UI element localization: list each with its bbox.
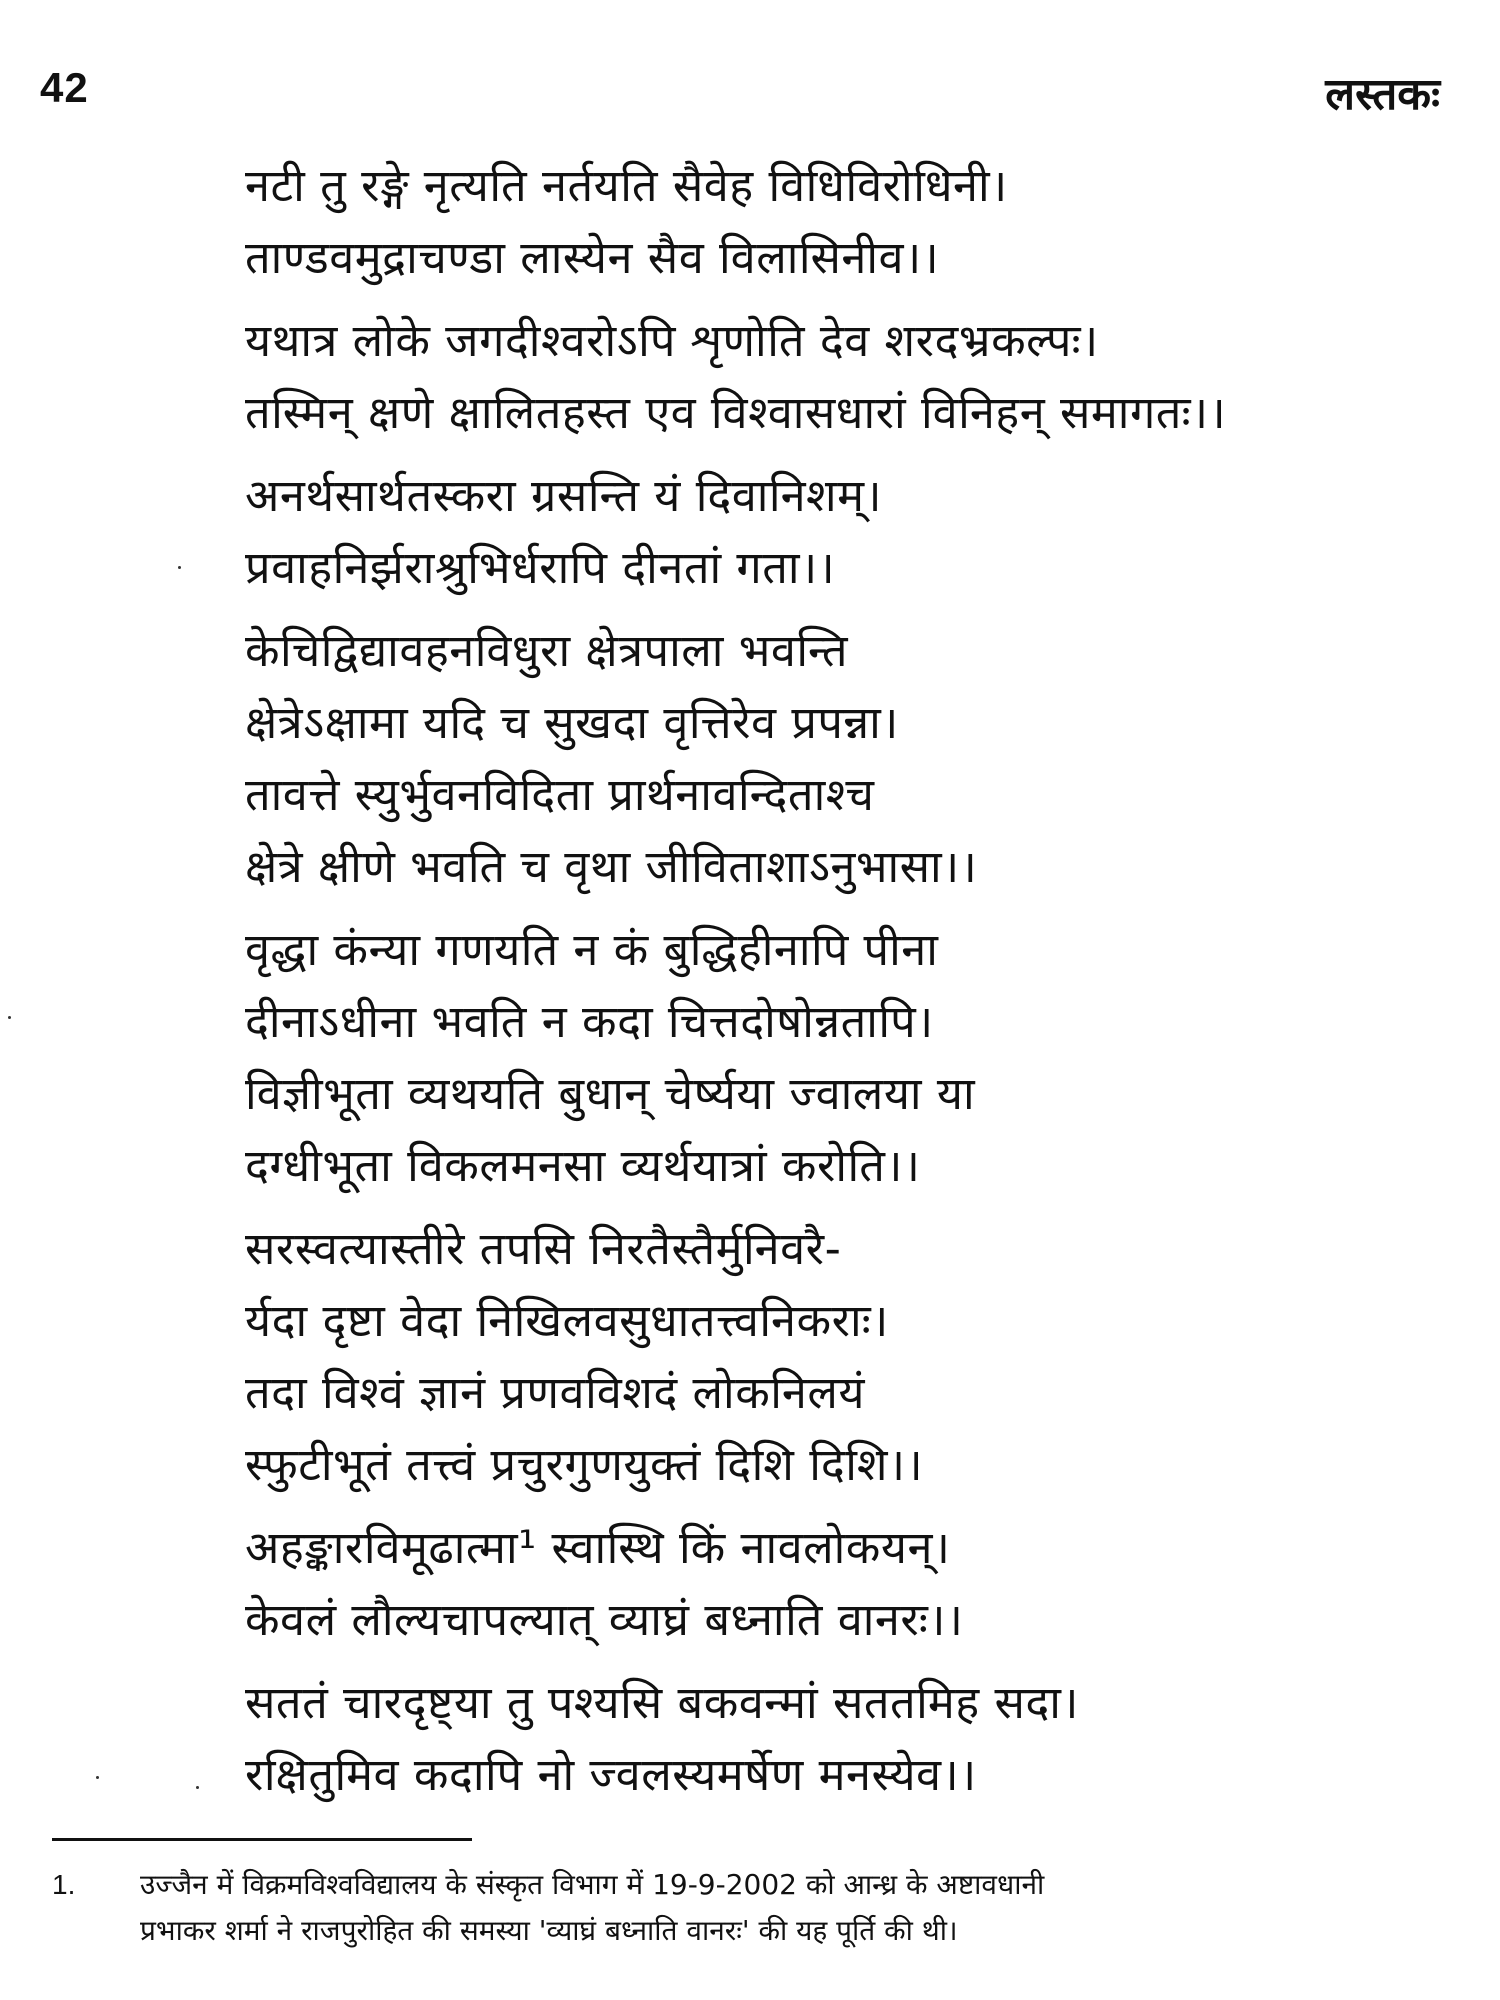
verse-line: अनर्थसार्थतस्करा ग्रसन्ति यं दिवानिशम्।	[245, 469, 883, 522]
stanza	[245, 1512, 1425, 1656]
verse-line: तावत्ते स्युर्भुवनविदिता प्रार्थनावन्दिताश्च	[245, 768, 875, 821]
verse-line: नटी तु रङ्गे नृत्यति नर्तयति सैवेह विधिविरोधिनी।	[245, 159, 1008, 212]
footnote-divider	[52, 1838, 472, 1841]
scan-speck	[178, 566, 181, 569]
footnote-marker: 1.	[52, 1869, 76, 1900]
footnote-line: उज्जैन में विक्रमविश्वविद्यालय के संस्कृत विभाग में 19-9-2002 को आन्ध्र के अष्टावधानी	[140, 1868, 1045, 1901]
verse-line: दीनाऽधीना भवति न कदा चित्तदोषोन्नतापि।	[245, 995, 934, 1048]
page-number: 42	[40, 64, 89, 111]
verse-line: र्यदा दृष्टा वेदा निखिलवसुधातत्त्वनिकराः।	[245, 1294, 889, 1347]
footnote-line: प्रभाकर शर्मा ने राजपुरोहित की समस्या 'व्याघ्रं बध्नाति वानरः' की यह पूर्ति की थी।	[140, 1914, 958, 1947]
verse-line: यथात्र लोके जगदीश्वरोऽपि शृणोति देव शरदभ्रकल्पः।	[245, 314, 1099, 367]
stanza	[245, 150, 1425, 294]
stanza	[245, 615, 1425, 903]
stanza	[245, 914, 1425, 1202]
stanza	[245, 1213, 1425, 1501]
verse-line: तस्मिन् क्षणे क्षालितहस्त एव विश्वासधारां विनिहन् समागतः।।	[245, 386, 1227, 439]
verse-line: सततं चारदृष्ट्या तु पश्यसि बकवन्मां सततमिह सदा।	[245, 1676, 1079, 1729]
verse-line: स्फुटीभूतं तत्त्वं प्रचुरगुणयुक्तं दिशि दिशि।।	[245, 1438, 924, 1491]
stanza	[245, 1667, 1425, 1811]
verse-line: सरस्वत्यास्तीरे तपसि निरतैस्तैर्मुनिवरै-	[245, 1222, 842, 1275]
scan-speck	[96, 1776, 99, 1779]
running-head: लस्तकः	[1325, 69, 1440, 120]
verse-line: ताण्डवमुद्राचण्डा लास्येन सैव विलासिनीव।।	[245, 231, 940, 284]
verse-line: क्षेत्रेऽक्षामा यदि च सुखदा वृत्तिरेव प्रपन्ना।	[245, 696, 899, 749]
footnote-text	[140, 1862, 1450, 1954]
scan-speck	[8, 1016, 11, 1019]
verse-line: वृद्धा कंन्या गणयति न कं बुद्धिहीनापि पीना	[245, 923, 939, 976]
verse-line: प्रवाहनिर्झराश्रुभिर्धरापि दीनतां गता।।	[245, 541, 836, 594]
verse-line: क्षेत्रे क्षीणे भवति च वृथा जीविताशाऽनुभासा।।	[245, 840, 978, 893]
verse-line: केवलं लौल्यचापल्यात् व्याघ्रं बध्नाति वानरः।।	[245, 1593, 964, 1646]
stanza	[245, 460, 1425, 604]
verse-line: विज्ञीभूता व्यथयति बुधान् चेर्ष्यया ज्वालया या	[245, 1067, 976, 1120]
verse-line: अहङ्कारविमूढात्मा¹ स्वास्थि किं नावलोकयन्।	[245, 1521, 951, 1574]
verse-line: तदा विश्वं ज्ञानं प्रणवविशदं लोकनिलयं	[245, 1366, 866, 1419]
verse-line: दग्धीभूता विकलमनसा व्यर्थयात्रां करोति।।	[245, 1139, 921, 1192]
verse-block	[245, 150, 1425, 1822]
verse-line: केचिद्विद्यावहनविधुरा क्षेत्रपाला भवन्ति	[245, 624, 849, 677]
scan-speck	[196, 1786, 199, 1789]
verse-line: रक्षितुमिव कदापि नो ज्वलस्यमर्षेण मनस्येव।।	[245, 1748, 977, 1801]
stanza	[245, 305, 1425, 449]
